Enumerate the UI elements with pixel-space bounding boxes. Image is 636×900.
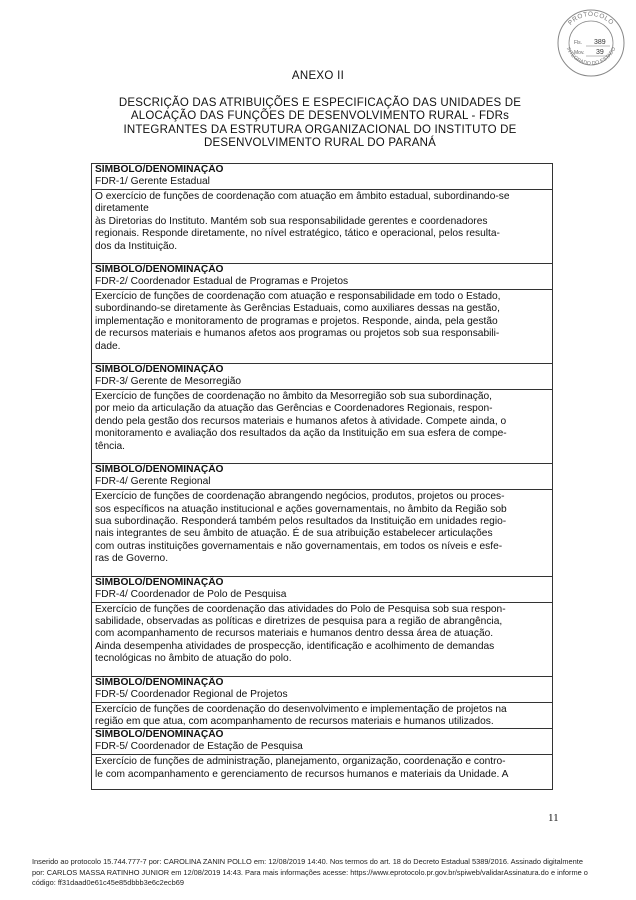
body-line: às Diretorias do Instituto. Mantém sob sua responsabilidade gerentes e coordenadores	[95, 215, 488, 227]
section-body	[92, 603, 552, 676]
section-body	[92, 703, 552, 729]
heading-line: DESCRIÇÃO DAS ATRIBUIÇÕES E ESPECIFICAÇÃO DAS UNIDADES DE	[118, 97, 522, 109]
body-line: por meio da articulação da atuação das Gerências e Coordenadores Regionais, respon-	[95, 403, 493, 415]
footer-line: código: ff31daad0e61c45e85dbbb3e6c2ecb69	[32, 878, 184, 888]
body-line: com acompanhamento de recursos materiais e humanos dentro dessa área de atuação.	[95, 628, 494, 640]
page-number: 11	[548, 812, 559, 824]
body-line: tecnológicas no âmbito de atuação do polo.	[95, 653, 292, 665]
protocol-stamp	[556, 8, 626, 78]
function-section	[92, 164, 552, 264]
body-line: Exercício de funções de coordenação com atuação e responsabilidade em todo o Estado,	[95, 291, 501, 303]
stamp-mov-label: Mov.	[574, 50, 585, 56]
body-line: Exercício de funções de coordenação abrangendo negócios, produtos, projetos ou proces-	[95, 491, 505, 503]
body-line: O exercício de funções de coordenação com atuação em âmbito estadual, subordinando-se diretamente	[95, 191, 510, 215]
body-line: le com acompanhamento e gerenciamento de recursos humanos e materiais da Unidade. A	[95, 768, 509, 780]
heading-line: INTEGRANTES DA ESTRUTURA ORGANIZACIONAL DO INSTITUTO DE	[123, 123, 517, 136]
function-section	[92, 364, 552, 464]
section-label: SÍMBOLO/DENOMINAÇÃO	[95, 364, 224, 376]
section-body	[92, 190, 552, 263]
section-label: SÍMBOLO/DENOMINAÇÃO	[95, 676, 224, 688]
body-line: ras de Governo.	[95, 553, 169, 565]
footer-line: Inserido ao protocolo 15.744.777-7 por: CAROLINA ZANIN POLLO em: 12/08/2019 14:40. Nos termos do art. 18 do Decreto Estadual 5389/2016. Assinado digitalmente	[32, 857, 583, 866]
body-line: sua subordinação. Responderá também pelos resultados da Instituição em unidades regio-	[95, 515, 507, 527]
section-header	[92, 677, 552, 703]
stamp-fls-value: 389	[594, 39, 606, 46]
stamp-ring-bottom: INTEGRADO DO ESTADO	[564, 46, 618, 67]
section-header	[92, 164, 552, 190]
heading-line: ALOCAÇÃO DAS FUNÇÕES DE DESENVOLVIMENTO RURAL - FDRs	[130, 110, 510, 123]
svg-text:PROTOCOLO	[567, 11, 615, 27]
body-line: nais integrantes de seu âmbito de atuação. É de sua atribuição estabelecer articulações	[95, 528, 493, 540]
function-section	[92, 677, 552, 730]
body-line: tência.	[95, 440, 126, 452]
section-code: FDR-3/ Gerente de Mesorregião	[95, 376, 242, 388]
body-line: sabilidade, observadas as políticas e diretrizes de pesquisa para a região de abrangência,	[95, 615, 503, 627]
functions-table	[91, 163, 553, 790]
svg-text:INTEGRADO DO ESTADO	[565, 46, 617, 67]
body-line: Exercício de funções de coordenação no âmbito da Mesorregião sob sua subordinação,	[95, 391, 492, 403]
body-line: sos específicos na atuação institucional e ações governamentais, no âmbito da Região sob	[95, 503, 507, 515]
section-code: FDR-4/ Coordenador de Polo de Pesquisa	[95, 588, 287, 600]
body-line: monitoramento e avaliação dos resultados da ação da Instituição em sua esfera de compe-	[95, 428, 507, 440]
section-header	[92, 264, 552, 290]
section-code: FDR-1/ Gerente Estadual	[95, 176, 210, 187]
protocol-stamp-seal	[556, 8, 626, 78]
body-line: regionais. Responde diretamente, no nível estratégico, tático e operacional, pelos resulta-	[95, 228, 500, 240]
document-heading	[100, 97, 540, 151]
body-line: Exercício de funções de administração, planejamento, organização, coordenação e contro-	[95, 756, 506, 768]
section-label: SÍMBOLO/DENOMINAÇÃO	[95, 729, 224, 741]
section-body	[92, 490, 552, 575]
signature-footer	[32, 857, 628, 889]
body-line: região em que atua, com acompanhamento de recursos materiais e humanos utilizados.	[95, 715, 494, 727]
body-line: Exercício de funções de coordenação das atividades do Polo de Pesquisa sob sua respon-	[95, 603, 506, 615]
function-section	[92, 729, 552, 781]
body-line: Ainda desempenha atividades de prospecção, identificação e acolhimento de demandas	[95, 640, 495, 652]
body-line: de recursos materiais e humanos afetos aos programas ou projetos sob sua responsabili-	[95, 328, 500, 340]
body-line: dos da Instituição.	[95, 240, 178, 252]
heading-line: DESENVOLVIMENTO RURAL DO PARANÁ	[204, 137, 436, 150]
section-label: SÍMBOLO/DENOMINAÇÃO	[95, 576, 224, 588]
section-label: SÍMBOLO/DENOMINAÇÃO	[95, 164, 224, 175]
section-body	[92, 290, 552, 363]
stamp-mov-value: 39	[596, 49, 604, 56]
function-section	[92, 464, 552, 576]
section-label: SÍMBOLO/DENOMINAÇÃO	[95, 264, 224, 276]
stamp-ring-top: PROTOCOLO	[567, 10, 615, 27]
section-code: FDR-5/ Coordenador Regional de Projetos	[95, 688, 288, 700]
body-line: com outras instituições governamentais e não governamentais, em todos os níveis e esfe-	[95, 540, 503, 552]
stamp-fls-label: Fls.	[574, 40, 583, 46]
body-line: dade.	[95, 340, 121, 352]
body-line: dendo pela gestão dos recursos materiais e humanos afetos à atividade. Compete ainda, o	[95, 415, 507, 427]
section-label: SÍMBOLO/DENOMINAÇÃO	[95, 464, 224, 476]
annex-title: ANEXO II	[291, 70, 345, 82]
section-header	[92, 577, 552, 603]
body-line: Exercício de funções de coordenação do desenvolvimento e implementação de projetos na	[95, 703, 507, 715]
function-section	[92, 264, 552, 364]
section-body	[92, 755, 552, 781]
body-line: subordinando-se diretamente às Gerências Estaduais, como auxiliares dessas na gestão,	[95, 303, 500, 315]
function-section	[92, 577, 552, 677]
body-line: implementação e monitoramento de programas e projetos. Responde, ainda, pela gestão	[95, 315, 498, 327]
section-header	[92, 729, 552, 755]
section-code: FDR-5/ Coordenador de Estação de Pesquisa	[95, 741, 303, 753]
section-body	[92, 390, 552, 463]
section-code: FDR-4/ Gerente Regional	[95, 476, 211, 488]
section-header	[92, 464, 552, 490]
footer-line: por: CARLOS MASSA RATINHO JUNIOR em 12/08/2019 14:43. Para mais informações acesse: https://www.eprotocolo.pr.gov.br/spiweb/validarAssinatura.do e informe o	[32, 867, 588, 877]
section-header	[92, 364, 552, 390]
section-code: FDR-2/ Coordenador Estadual de Programas e Projetos	[95, 276, 349, 288]
